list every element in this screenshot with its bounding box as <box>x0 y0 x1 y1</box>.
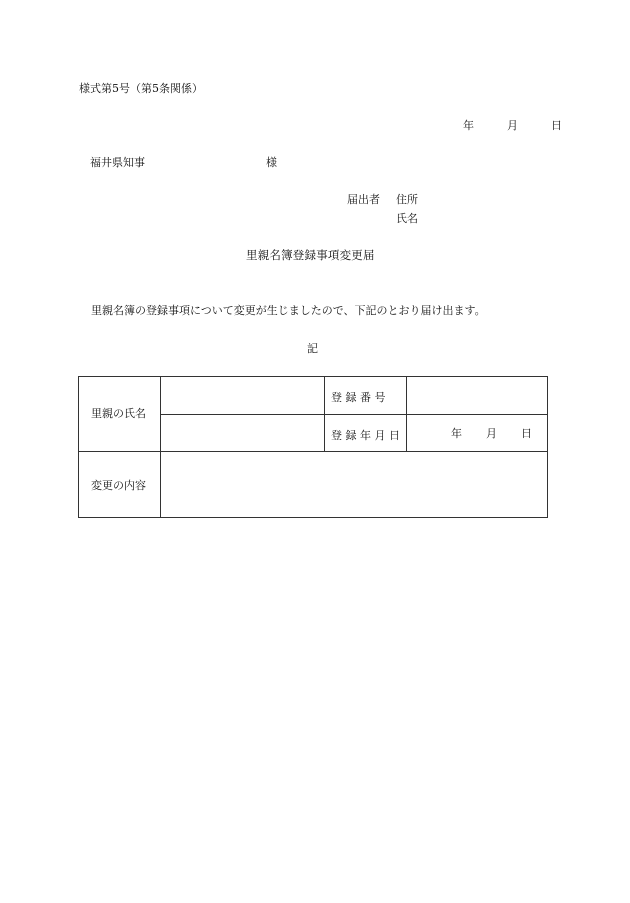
submission-date <box>463 120 562 131</box>
ki-label: 記 <box>307 342 318 355</box>
registration-date-year: 年 <box>451 427 462 440</box>
recipient: 福井県知事 <box>90 156 145 169</box>
date-year-label: 年 <box>463 119 474 132</box>
body-text: 里親名簿の登録事項について変更が生じましたので、下記のとおり届け出ます。 <box>91 304 486 317</box>
change-content-field <box>161 452 547 517</box>
registration-date-day: 日 <box>521 427 532 440</box>
foster-parent-name-field-1 <box>161 377 324 414</box>
date-month-label: 月 <box>507 119 518 132</box>
registration-date-label: 登 録 年 月 日 <box>331 429 400 442</box>
document-title: 里親名簿登録事項変更届 <box>246 248 375 262</box>
applicant-label: 届出者 <box>347 193 380 206</box>
registration-number-field <box>407 377 547 414</box>
registration-date-month: 月 <box>486 427 497 440</box>
applicant-address-label: 住所 <box>396 193 418 206</box>
registration-number-label: 登 録 番 号 <box>331 391 386 404</box>
date-day-label: 日 <box>551 119 562 132</box>
change-content-label: 変更の内容 <box>91 479 146 492</box>
form-number: 様式第5号（第5条関係） <box>79 82 203 95</box>
foster-parent-name-field-2 <box>161 415 324 451</box>
honorific: 様 <box>266 156 277 169</box>
applicant-name-label: 氏名 <box>396 212 418 225</box>
form-table <box>78 376 548 518</box>
foster-parent-name-label: 里親の氏名 <box>91 407 146 420</box>
